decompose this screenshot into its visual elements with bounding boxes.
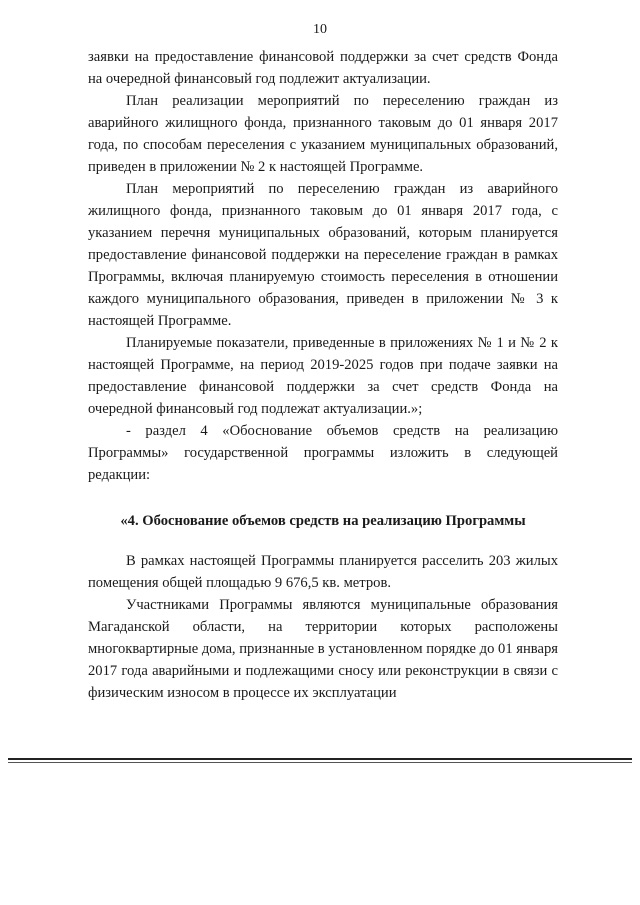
- paragraph-section-amendment: - раздел 4 «Обоснование объемов средств на реализацию Программы» государственной программы изложить в следующей редакции:: [88, 423, 558, 483]
- footer-divider-thin: [8, 762, 632, 763]
- page-number: 10: [313, 22, 327, 37]
- paragraph-plan-resettlement: План реализации мероприятий по переселению граждан из аварийного жилищного фонда, признанного таковым до 01 января 2017 года, по способам переселения с указанием муниципальных образований, приведен в приложении № 2 к настоящей Программе.: [88, 93, 558, 175]
- section-heading: «4. Обоснование объемов средств на реализацию Программы: [120, 513, 526, 529]
- footer-divider: [8, 758, 632, 760]
- paragraph-continuation: заявки на предоставление финансовой поддержки за счет средств Фонда на очередной финансовый год подлежит актуализации.: [88, 49, 558, 87]
- paragraph-resettle-count: В рамках настоящей Программы планируется расселить 203 жилых помещения общей площадью 9 676,5 кв. метров.: [88, 553, 558, 591]
- paragraph-plan-measures: План мероприятий по переселению граждан из аварийного жилищного фонда, признанного таковым до 01 января 2017 года, с указанием перечня муниципальных образований, которым планируется предоставление финансовой поддержки на переселение граждан в рамках Программы, включая планируемую стоимость переселения в отношении каждого муниципального образования, приведен в приложении № 3 к настоящей Программе.: [88, 181, 558, 329]
- paragraph-planned-indicators: Планируемые показатели, приведенные в приложениях № 1 и № 2 к настоящей Программе, на период 2019-2025 годов при подаче заявки на предоставление финансовой поддержки за счет средств Фонда на очередной финансовый год подлежат актуализации.»;: [88, 335, 558, 417]
- paragraph-participants: Участниками Программы являются муниципальные образования Магаданской области, на территории которых расположены многоквартирные дома, признанные в установленном порядке до 01 января 2017 года аварийными и подлежащими сносу или реконструкции в связи с физическим износом в процессе их эксплуатации: [88, 597, 558, 701]
- document-body: [88, 46, 558, 704]
